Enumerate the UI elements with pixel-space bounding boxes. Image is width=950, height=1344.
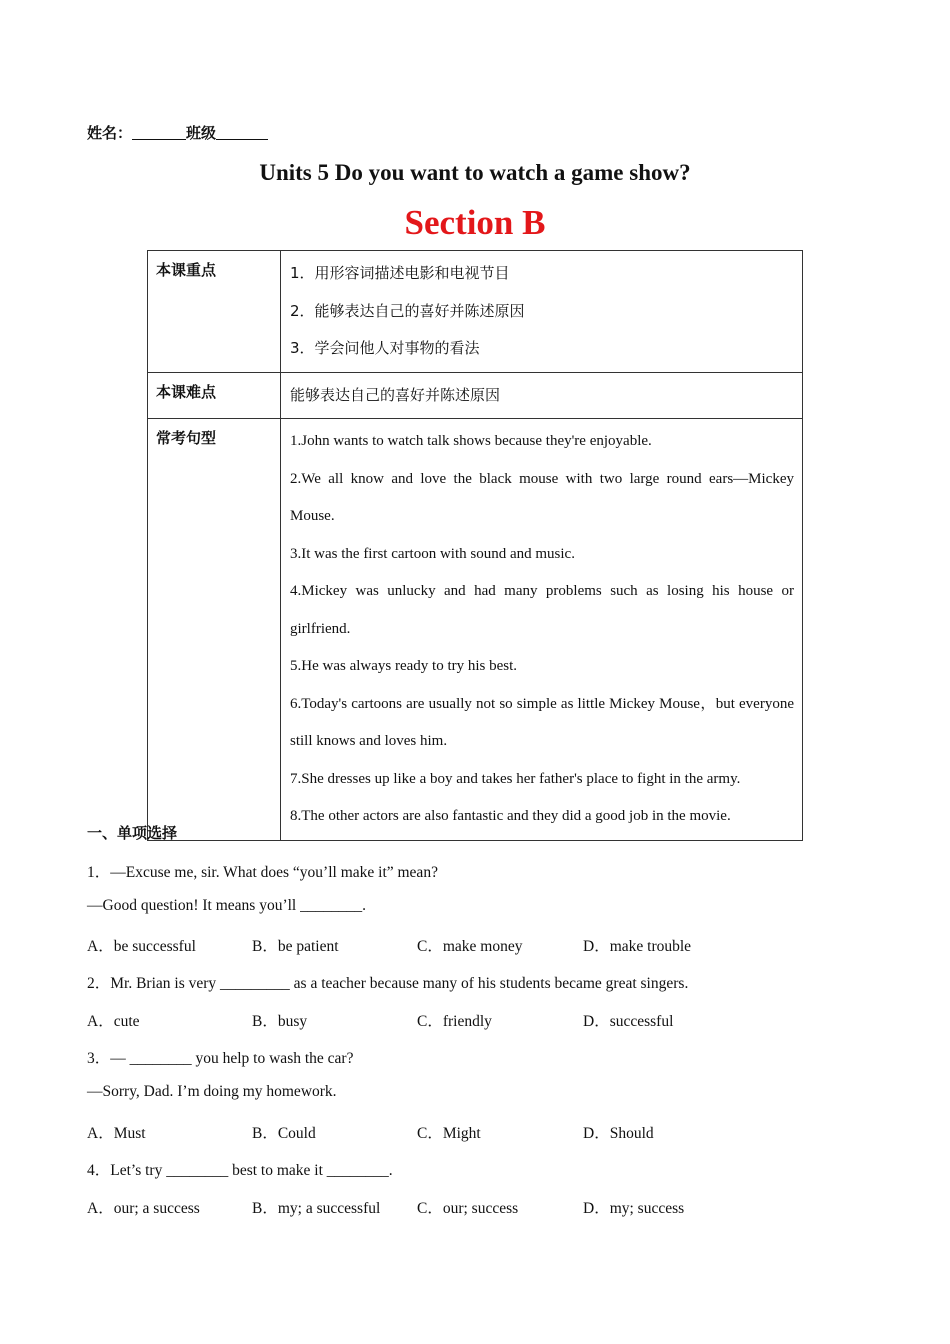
option-c[interactable]: C．our; success [417, 1200, 519, 1217]
key-point: 1．用形容词描述电影和电视节目 [290, 264, 510, 282]
option-d[interactable]: D．make trouble [583, 938, 692, 955]
option-d[interactable]: D．my; success [583, 1200, 685, 1217]
sentence: 5.He was always ready to try his best. [290, 658, 518, 674]
option-b[interactable]: B．my; a successful [252, 1200, 381, 1217]
lesson-info-table [147, 250, 803, 841]
key-point: 2．能够表达自己的喜好并陈述原因 [290, 301, 525, 320]
question-stem: 3．— ________ you help to wash the car? [87, 1050, 354, 1067]
option-c[interactable]: C．make money [417, 938, 523, 955]
option-a[interactable]: A．Must [87, 1125, 146, 1142]
sentences-label: 常考句型 [148, 419, 281, 841]
question-stem: —Sorry, Dad. I’m doing my homework. [87, 1083, 337, 1100]
name-class-line [87, 122, 268, 143]
question-stem: —Good question! It means you’ll ________. [87, 897, 366, 914]
option-a[interactable]: A．be successful [87, 938, 196, 955]
class-blank[interactable] [216, 125, 268, 140]
sentence: 8.The other actors are also fantastic and they did a good job in the movie. [290, 808, 731, 824]
key-points-row [148, 251, 803, 373]
difficulty-row [148, 372, 803, 419]
option-d[interactable]: D．Should [583, 1125, 654, 1142]
option-a[interactable]: A．cute [87, 1013, 140, 1030]
key-point: 3．学会问他人对事物的看法 [290, 339, 480, 357]
option-a[interactable]: A．our; a success [87, 1200, 200, 1217]
question-stem: 4．Let’s try ________ best to make it ________. [87, 1162, 393, 1179]
option-c[interactable]: C．Might [417, 1125, 481, 1142]
option-c[interactable]: C．friendly [417, 1013, 492, 1030]
section-title: Section B [404, 203, 546, 242]
difficulty-label: 本课难点 [148, 372, 281, 419]
part1-heading: 一、单项选择 [87, 824, 178, 842]
key-points-cell [281, 251, 803, 373]
page-title: Units 5 Do you want to watch a game show? [259, 160, 691, 185]
difficulty-text: 能够表达自己的喜好并陈述原因 [290, 385, 501, 404]
name-blank[interactable] [132, 125, 186, 140]
option-b[interactable]: B．Could [252, 1125, 316, 1142]
option-d[interactable]: D．successful [583, 1013, 674, 1030]
class-label: 班级 [186, 124, 217, 142]
sentence: 6.Today's cartoons are usually not so simple as little Mickey Mouse，but everyone still knows and loves him. [290, 695, 794, 749]
sentence: 1.John wants to watch talk shows because they're enjoyable. [290, 433, 652, 449]
option-b[interactable]: B．busy [252, 1013, 308, 1030]
sentence: 3.It was the first cartoon with sound and music. [290, 545, 575, 562]
sentence: 7.She dresses up like a boy and takes her father's place to fight in the army. [290, 770, 741, 787]
difficulty-cell [281, 372, 803, 419]
question-stem: 1．—Excuse me, sir. What does “you’ll make it” mean? [87, 864, 438, 881]
sentence: 2.We all know and love the black mouse with two large round ears—Mickey Mouse. [290, 470, 794, 524]
key-points-label: 本课重点 [148, 251, 281, 373]
name-label: 姓名： [87, 124, 133, 142]
option-b[interactable]: B．be patient [252, 938, 339, 955]
question-stem: 2．Mr. Brian is very _________ as a teacher because many of his students became great singers. [87, 975, 689, 992]
sentences-cell [281, 419, 803, 841]
sentence: 4.Mickey was unlucky and had many problems such as losing his house or girlfriend. [290, 583, 794, 637]
sentences-row [148, 419, 803, 841]
